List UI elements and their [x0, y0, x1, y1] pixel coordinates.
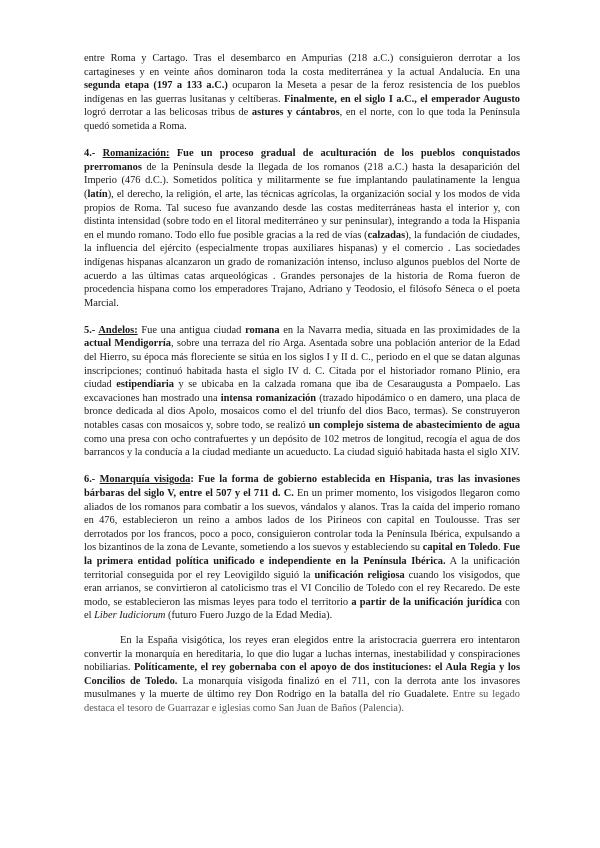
bold-text: Políticamente, el rey gobernaba con el apoyo de dos instituciones: el Aula Regia y los Concilios de Toledo.: [84, 662, 520, 687]
spacer: [84, 310, 520, 324]
section-number: 5.-: [84, 324, 99, 336]
bold-text: a partir de la unificación jurídica: [351, 596, 502, 608]
gray-text: Entre su legado destaca el tesoro de Guarrazar e iglesias como San Juan de Baños (Palencia).: [84, 689, 520, 714]
text: (futuro Fuero Juzgo de la Edad Media).: [165, 610, 333, 622]
text: cuando los visigodos, que eran arrianos, se convirtieron al catolicismo tras el VI Concilio de Toledo con el rey Recaredo. De este modo, se establecieron las mismas leyes para todo el territorio: [84, 569, 521, 608]
text: en la Navarra media, situada en las proximidades de la: [279, 324, 521, 336]
bold-text: actual Mendigorría: [84, 338, 171, 350]
bold-text: un complejo sistema de abastecimiento de agua: [308, 420, 520, 432]
paragraph-espana-visigotica: [84, 634, 520, 716]
bold-text: romana: [245, 324, 280, 336]
text: En un primer momento, los visigodos llegaron como aliados de los romanos para combatir a los suevos, vándalos y alanos. Tras la caída del imperio romano en 476, establecieron un reino a ambos lados de los Pirineos con capital en Toulousse. Tras ser derrotados por los francos, poco a poco, consiguieron controlar toda la Península Ibérica, expulsando a los bizantinos de la zona de Levante, sometiendo a los suevos y estableciendo su: [84, 488, 520, 554]
bold-text: astures y cántabros: [251, 107, 340, 119]
bold-text: Fue la primera entidad política unificado e independiente en la Península Ibérica.: [84, 542, 520, 567]
text: y se ubicaba en la calzada romana que iba de Cesaraugusta a Pompaelo. Las excavaciones han mostrado una: [84, 379, 520, 404]
section-number: 6.-: [84, 474, 100, 486]
bold-text: estipendiaria: [116, 379, 174, 391]
section-romanizacion: [84, 147, 520, 310]
text: , sobre una terraza del río Arga. Asentada sobre una población anterior de la Edad del Hierro, su época más floreciente se sitúa en los siglos I y II d. C., periodo en el que se datan algunas inscripciones; continuó habitada hasta el siglo IV d. C. Citada por el historiador romano Plinio, era ciudad: [84, 338, 520, 391]
bold-text: : Fue la forma de gobierno establecida en Hispania, tras las invasiones bárbaras del siglo V, entre el 507 y el 711 d. C.: [84, 474, 520, 499]
bold-text: Fue un proceso gradual de aculturación de los pueblos conquistados prerromanos: [84, 148, 521, 173]
text: En la España visigótica, los reyes eran elegidos entre la aristocracia guerrera ero intentaron convertir la monarquía en hereditaria, lo que dio lugar a luchas internas, inestabilidad y conspiraciones nobiliarias.: [84, 634, 520, 674]
bold-text: capital en Toledo: [422, 542, 498, 554]
section-andelos: [84, 324, 520, 460]
bold-text: intensa romanización: [220, 392, 317, 404]
text: como una presa con ocho contrafuertes y un depósito de 102 metros de longitud, recogía el agua de dos barrancos y la conducía a la ciudad mediante un acueducto. La ciudad siguió habitada hasta el siglo XIV.: [84, 433, 520, 459]
section-term: Romanización:: [102, 148, 170, 160]
bold-text: segunda etapa (197 a 133 a.C.): [84, 80, 228, 92]
bold-text: unificación religiosa: [314, 569, 405, 581]
text: ocuparon la Meseta a pesar de la feroz resistencia de los pueblos indígenas en las guerras lusitanas y celtíberas.: [84, 80, 521, 105]
paragraph-conquest-end: [84, 52, 520, 134]
bold-text: latín: [87, 188, 108, 200]
italic-text: Liber Iudiciorum: [94, 610, 166, 622]
bold-text: Finalmente, en el siglo I a.C., el emperador Augusto: [284, 93, 520, 105]
text: A la unificación territorial conseguida por el rey Leovigildo siguió la: [84, 555, 520, 581]
section-term: Monarquía visigoda: [99, 474, 191, 486]
text: con el: [84, 596, 520, 622]
bold-text: calzadas: [367, 229, 406, 241]
text: ), el derecho, la religión, el arte, las técnicas agrícolas, la organización social y los modos de vida propios de Roma. Tal suceso fue avanzando desde las costas mediterráneas hasta el interior y, con distinta intensidad (sobre todo en el litoral mediterráneo y sur peninsular), integrando a toda la Hispania en el mundo romano. Todo ello fue posible gracias a la red de vías (: [84, 188, 520, 241]
document-page: [84, 52, 520, 716]
section-term: Andelos:: [98, 324, 138, 336]
spacer: [84, 460, 520, 474]
text: .: [497, 542, 504, 554]
text: Fue una antigua ciudad: [137, 324, 246, 336]
text: , en el norte, con lo que toda la Península quedó sometida a Roma.: [84, 107, 520, 132]
section-monarquia-visigoda: [84, 473, 520, 623]
text: entre Roma y Cartago. Tras el desembarco en Ampurias (218 a.C.) consiguieron derrotar a los cartagineses y en veinte años dominaron toda la costa mediterránea y la actual Andalucía. En una: [84, 53, 520, 78]
text: de la Península desde la llegada de los romanos (218 a.C.) hasta la desaparición del Imperio (476 d.C.). Sometidos política y militarmente se fue implantando paulatinamente la lengua (: [84, 161, 520, 200]
text: La monarquía visigoda finalizó en el 711, con la derrota ante los invasores musulmanes y la muerte de último rey Don Rodrigo en la batalla del río Guadalete.: [84, 675, 520, 701]
spacer: [84, 623, 520, 634]
text: (trazado hipodámico o en damero, una placa de bronce dedicada al dios Apolo, mosaicos como el del triunfo del dios Baco, termas). Se construyeron notables casas con mosaicos y, sobre todo, se realizó: [84, 392, 520, 432]
text: logró derrotar a las belicosas tribus de: [84, 107, 252, 119]
spacer: [84, 134, 520, 148]
text: ), la fundación de ciudades, la influencia del ejército (especialmente tropas auxiliares hispanas) y el comercio . Las sociedades indígenas hispanas alcanzaron un grado de romanización intenso, incluso algunos pueblos del Norte de acuerdo a las últimas catas arqueológicas . Grandes personajes de la historia de Roma fueron de procedencia hispana como los emperadores Trajano, Adriano y Teodosio, el filósofo Séneca o el poeta Marcial.: [84, 229, 520, 309]
section-number: 4.-: [84, 148, 103, 160]
